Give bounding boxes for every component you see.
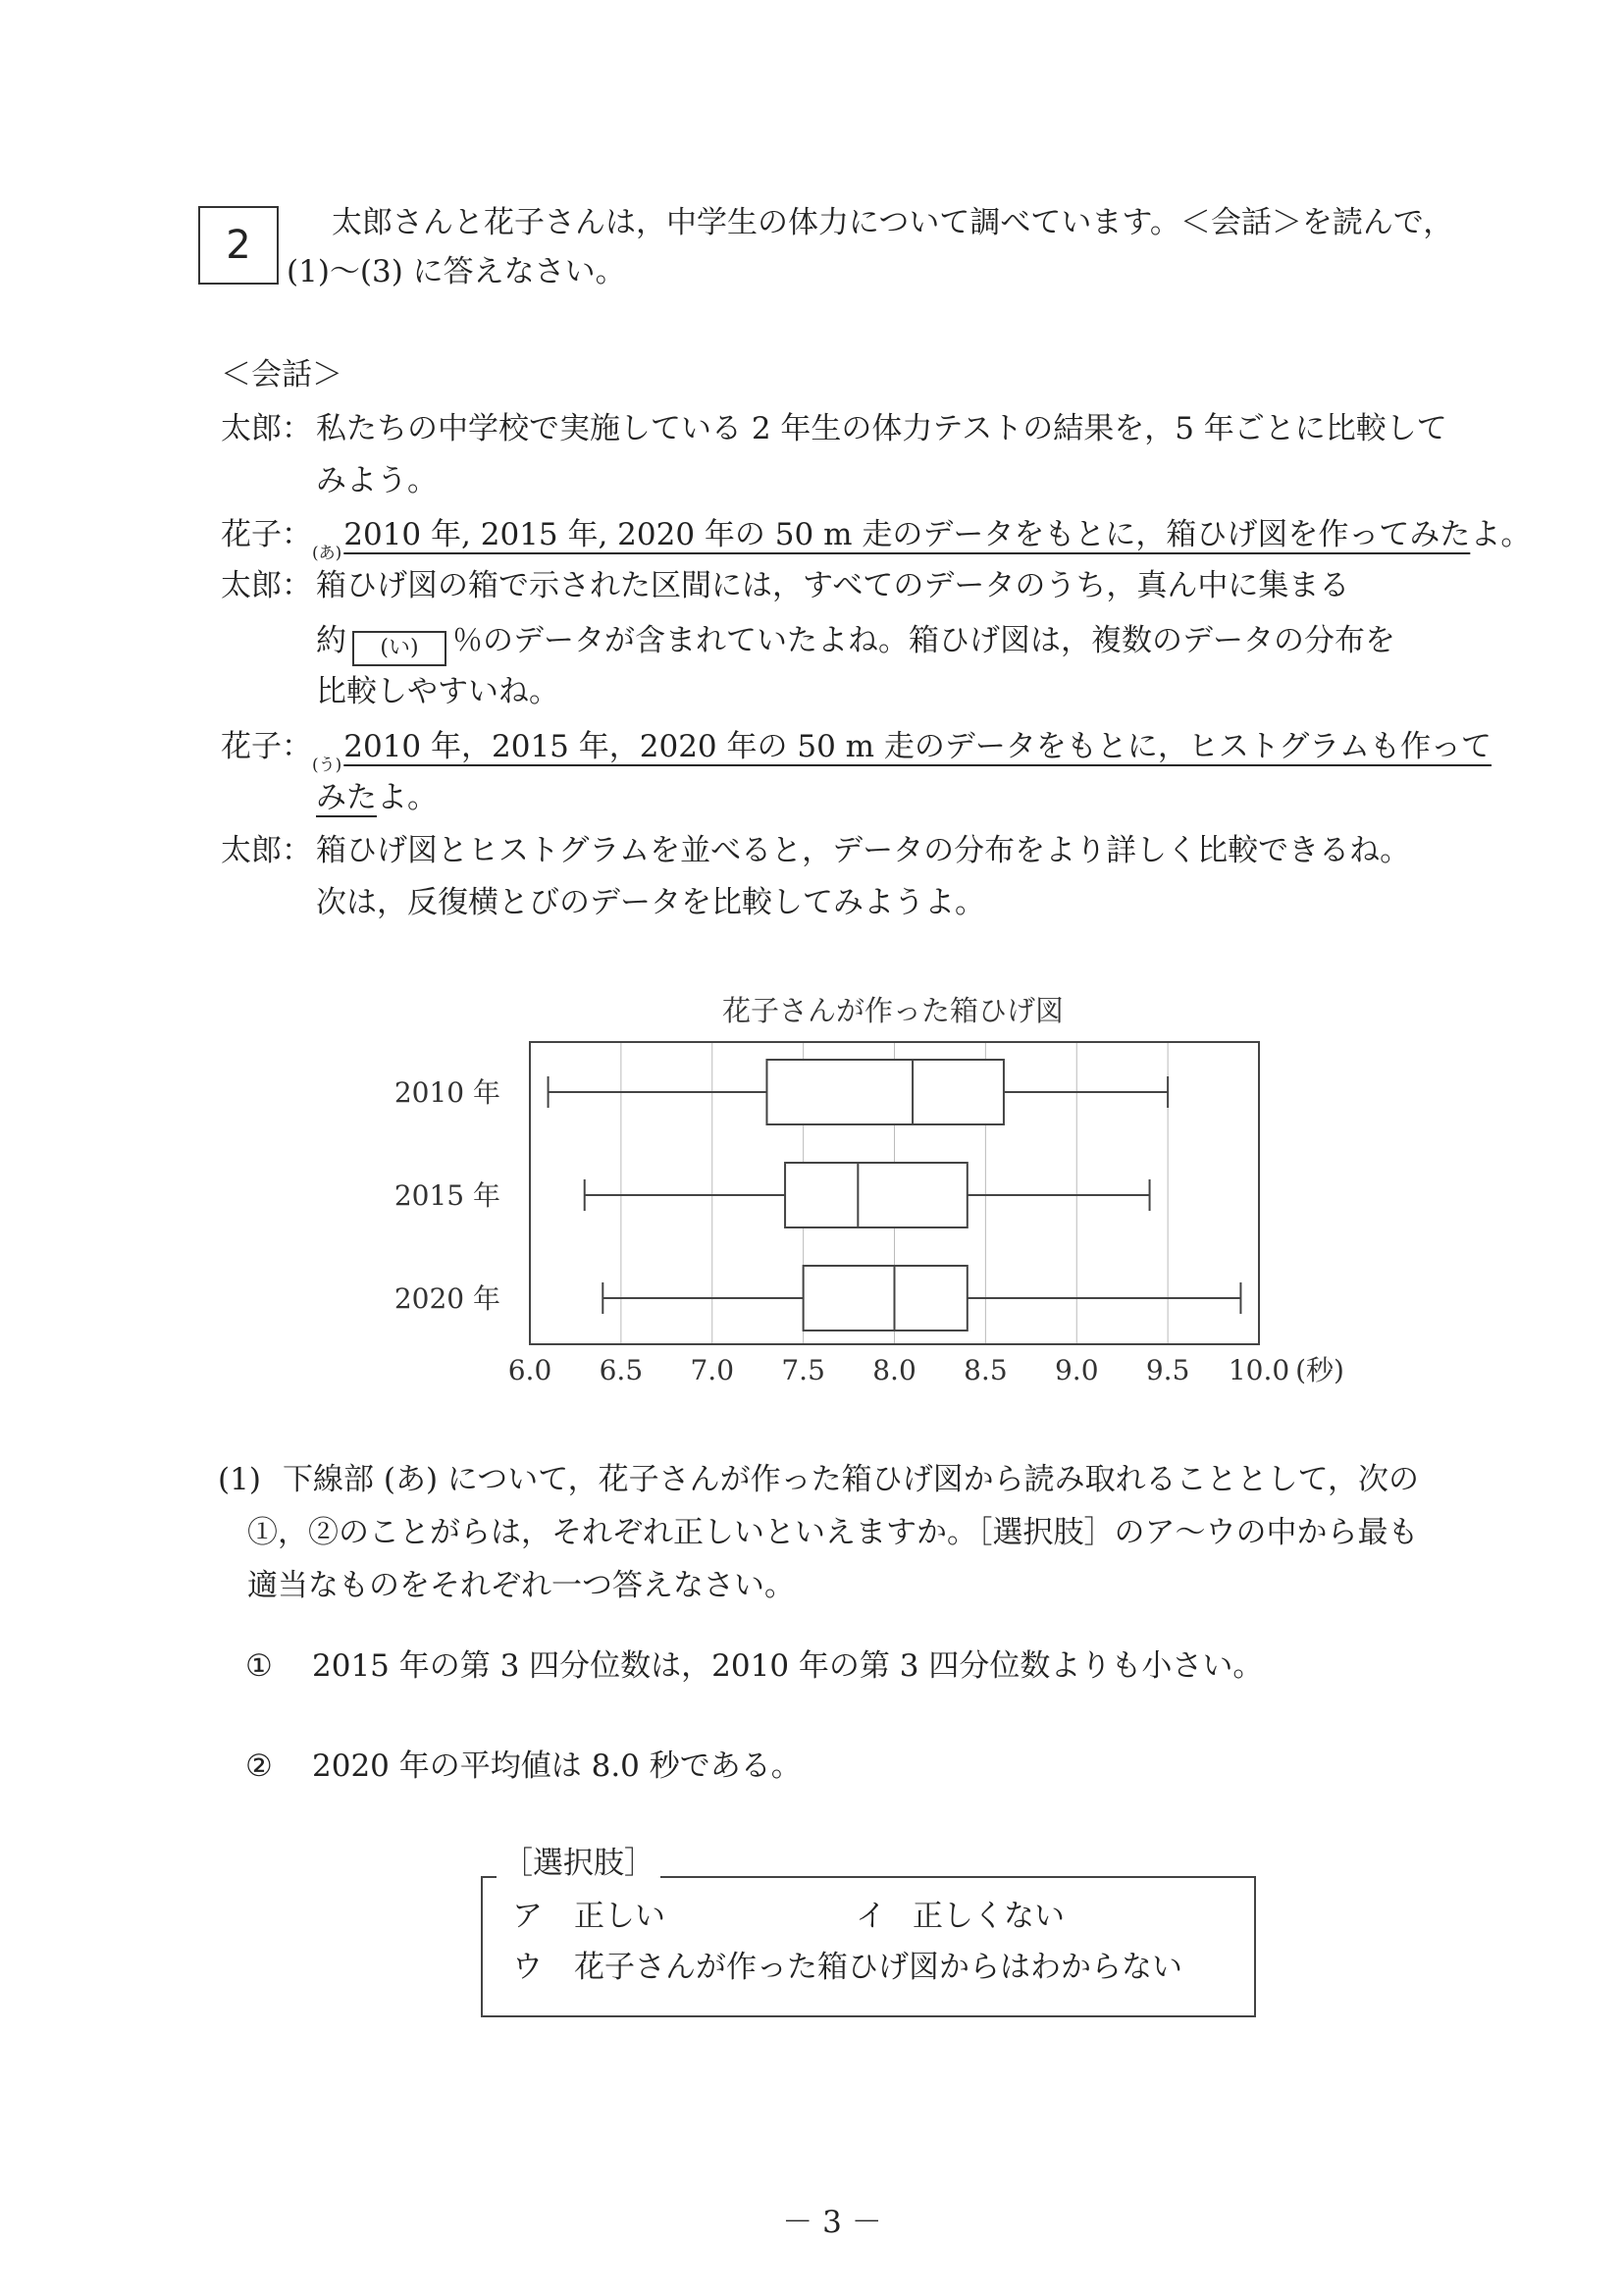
dialogue-line xyxy=(312,517,1532,563)
iqr-box xyxy=(804,1266,968,1331)
dialogue-line: みよう。 xyxy=(316,463,438,498)
box-plot-chart xyxy=(0,971,1623,1413)
choice-key: ウ xyxy=(512,1950,543,1985)
choices-label: ［選択肢］ xyxy=(497,1849,660,1879)
dialogue-line: 箱ひげ図の箱で示された区間には，すべてのデータのうち，真ん中に集まる xyxy=(316,568,1350,603)
speaker: 太郎： xyxy=(221,411,312,446)
text: ％のデータが含まれていたよね。箱ひげ図は，複数のデータの分布を xyxy=(452,623,1395,658)
question-text: 適当なものをそれぞれ一つ答えなさい。 xyxy=(247,1568,795,1603)
dialogue-line: 次は，反復横とびのデータを比較してみようよ。 xyxy=(316,885,985,920)
y-category-label: 2010 年 xyxy=(393,1076,500,1109)
subquestion-label: (1) xyxy=(218,1462,261,1497)
x-tick-label: 7.5 xyxy=(781,1354,825,1386)
y-category-label: 2015 年 xyxy=(393,1179,500,1212)
y-category-label: 2020 年 xyxy=(393,1282,500,1315)
intro-line: 太郎さんと花子さんは，中学生の体力について調べています。＜会話＞を読んで， xyxy=(332,205,1454,240)
item-number: ① xyxy=(245,1648,273,1684)
chart-title: 花子さんが作った箱ひげ図 xyxy=(721,994,1065,1027)
x-tick-label: 9.0 xyxy=(1054,1354,1099,1386)
x-tick-label: 8.0 xyxy=(872,1354,916,1386)
item-text: 2020 年の平均値は 8.0 秒である。 xyxy=(312,1748,802,1784)
question-text: ①，②のことがらは，それぞれ正しいといえますか。［選択肢］のア～ウの中から最も xyxy=(247,1515,1419,1550)
x-tick-label: 10.0 xyxy=(1228,1354,1290,1386)
text: よ。 xyxy=(1470,517,1532,552)
text: 約 xyxy=(316,623,346,658)
page-number: － 3 － xyxy=(782,2205,882,2240)
x-tick-label: 9.5 xyxy=(1145,1354,1190,1386)
item-number: ② xyxy=(245,1748,273,1784)
dialogue-line xyxy=(312,729,1492,775)
speaker: 花子： xyxy=(221,517,312,552)
dialogue-line: 箱ひげ図とヒストグラムを並べると，データの分布をより詳しく比較できるね。 xyxy=(316,833,1411,868)
dialogue-line: 比較しやすいね。 xyxy=(316,674,559,709)
choice-text: 正しい xyxy=(574,1899,665,1934)
dialogue-line xyxy=(316,623,1395,666)
x-tick-label: 8.5 xyxy=(964,1354,1008,1386)
underlined-text: みた xyxy=(316,780,377,815)
choice-key: イ xyxy=(856,1899,886,1934)
iqr-box xyxy=(785,1163,968,1227)
intro-line: (1)～(3) に答えなさい。 xyxy=(287,254,626,289)
speaker: 太郎： xyxy=(221,568,312,603)
dialogue-line xyxy=(316,780,438,815)
x-axis-label: (秒) xyxy=(1295,1354,1344,1386)
choices-box xyxy=(481,1876,1256,2017)
choice-key: ア xyxy=(512,1899,543,1934)
text: よ。 xyxy=(377,780,438,815)
underline-marker: (う) xyxy=(312,756,342,775)
question-number: 2 xyxy=(198,206,279,285)
question-text: 下線部 (あ) について，花子さんが作った箱ひげ図から読み取れることとして，次の xyxy=(283,1462,1420,1497)
iqr-box xyxy=(766,1060,1003,1124)
underlined-text: 2010 年，2015 年，2020 年の 50 m 走のデータをもとに，ヒストグラムも作って xyxy=(343,729,1492,764)
x-tick-label: 6.5 xyxy=(599,1354,644,1386)
x-tick-label: 7.0 xyxy=(690,1354,735,1386)
answer-blank: (い) xyxy=(352,631,446,666)
speaker: 花子： xyxy=(221,729,312,764)
underline-marker: (あ) xyxy=(312,544,342,563)
speaker: 太郎： xyxy=(221,833,312,868)
item-text: 2015 年の第 3 四分位数は，2010 年の第 3 四分位数よりも小さい。 xyxy=(312,1648,1264,1684)
choice-text: 正しくない xyxy=(913,1899,1065,1934)
conversation-heading: ＜会話＞ xyxy=(221,357,342,392)
dialogue-line: 私たちの中学校で実施している 2 年生の体力テストの結果を，5 年ごとに比較して xyxy=(316,411,1447,446)
underlined-text: 2010 年, 2015 年, 2020 年の 50 m 走のデータをもとに，箱ひげ図を作ってみた xyxy=(343,517,1471,552)
choice-text: 花子さんが作った箱ひげ図からはわからない xyxy=(574,1950,1182,1985)
x-tick-label: 6.0 xyxy=(507,1354,552,1386)
